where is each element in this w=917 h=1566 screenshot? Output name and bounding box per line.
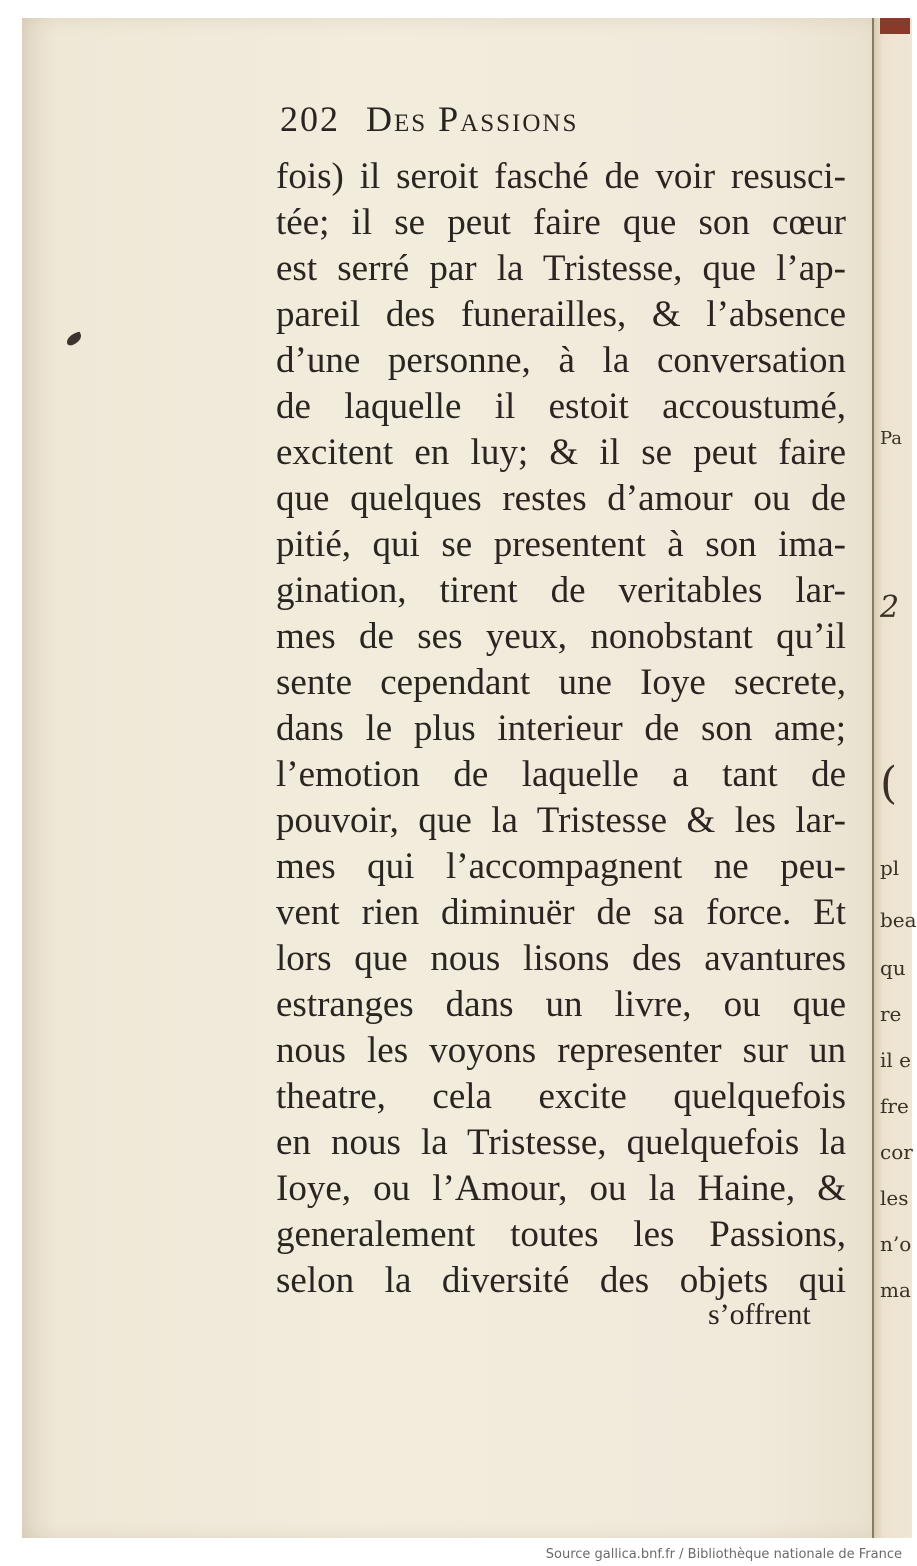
text-line: pouvoir, que la Tristesse & les lar- bbox=[276, 800, 846, 841]
text-line: nous les voyons representer sur un bbox=[276, 1030, 846, 1071]
facing-fragment: ( bbox=[880, 758, 898, 809]
text-line: de laquelle il estoit accoustumé, bbox=[276, 386, 846, 427]
facing-fragment: re bbox=[880, 1002, 902, 1026]
facing-fragment: ma bbox=[880, 1278, 911, 1302]
facing-fragment: les bbox=[880, 1186, 909, 1210]
page-number: 202 bbox=[280, 99, 340, 139]
facing-fragment: fre bbox=[880, 1094, 909, 1118]
facing-fragment: cor bbox=[880, 1140, 913, 1164]
text-line: pitié, qui se presentent à son ima- bbox=[276, 524, 846, 565]
source-credit: Source gallica.bnf.fr / Bibliothèque nationale de France bbox=[545, 1547, 902, 1562]
ink-blot bbox=[65, 331, 84, 346]
facing-fragment: Pa bbox=[880, 428, 903, 449]
text-line: d’une personne, à la conversation bbox=[276, 340, 846, 381]
text-line: Ioye, ou l’Amour, ou la Haine, & bbox=[276, 1168, 846, 1209]
running-title: Des Passions bbox=[366, 99, 579, 139]
body-text bbox=[276, 154, 846, 1304]
text-line: generalement toutes les Passions, bbox=[276, 1214, 846, 1255]
text-line: est serré par la Tristesse, que l’ap- bbox=[276, 248, 846, 289]
facing-fragment: il e bbox=[880, 1048, 911, 1072]
text-line: sente cependant une Ioye secrete, bbox=[276, 662, 846, 703]
catchword: s’offrent bbox=[708, 1298, 811, 1331]
text-line: selon la diversité des objets qui bbox=[276, 1260, 846, 1301]
text-line: estranges dans un livre, ou que bbox=[276, 984, 846, 1025]
text-line: l’emotion de laquelle a tant de bbox=[276, 754, 846, 795]
cover-edge bbox=[880, 18, 910, 34]
text-line: gination, tirent de veritables lar- bbox=[276, 570, 846, 611]
text-line: en nous la Tristesse, quelquefois la bbox=[276, 1122, 846, 1163]
text-line: que quelques restes d’amour ou de bbox=[276, 478, 846, 519]
text-line: vent rien diminuër de sa force. Et bbox=[276, 892, 846, 933]
facing-fragment: qu bbox=[880, 956, 906, 980]
facing-fragment: n’o bbox=[880, 1232, 912, 1256]
text-line: mes qui l’accompagnent ne peu- bbox=[276, 846, 846, 887]
text-line: theatre, cela excite quelquefois bbox=[276, 1076, 846, 1117]
text-line: dans le plus interieur de son ame; bbox=[276, 708, 846, 749]
text-line: fois) il seroit fasché de voir resusci- bbox=[276, 156, 846, 197]
facing-fragment: 2 bbox=[880, 590, 900, 625]
text-line: mes de ses yeux, nonobstant qu’il bbox=[276, 616, 846, 657]
text-line: excitent en luy; & il se peut faire bbox=[276, 432, 846, 473]
text-line: tée; il se peut faire que son cœur bbox=[276, 202, 846, 243]
running-header bbox=[280, 98, 840, 140]
facing-fragment: bea bbox=[880, 908, 917, 932]
facing-fragment: pl bbox=[880, 856, 900, 880]
text-line: pareil des funerailles, & l’absence bbox=[276, 294, 846, 335]
facing-page-strip bbox=[872, 18, 917, 1538]
text-line: lors que nous lisons des avantures bbox=[276, 938, 846, 979]
